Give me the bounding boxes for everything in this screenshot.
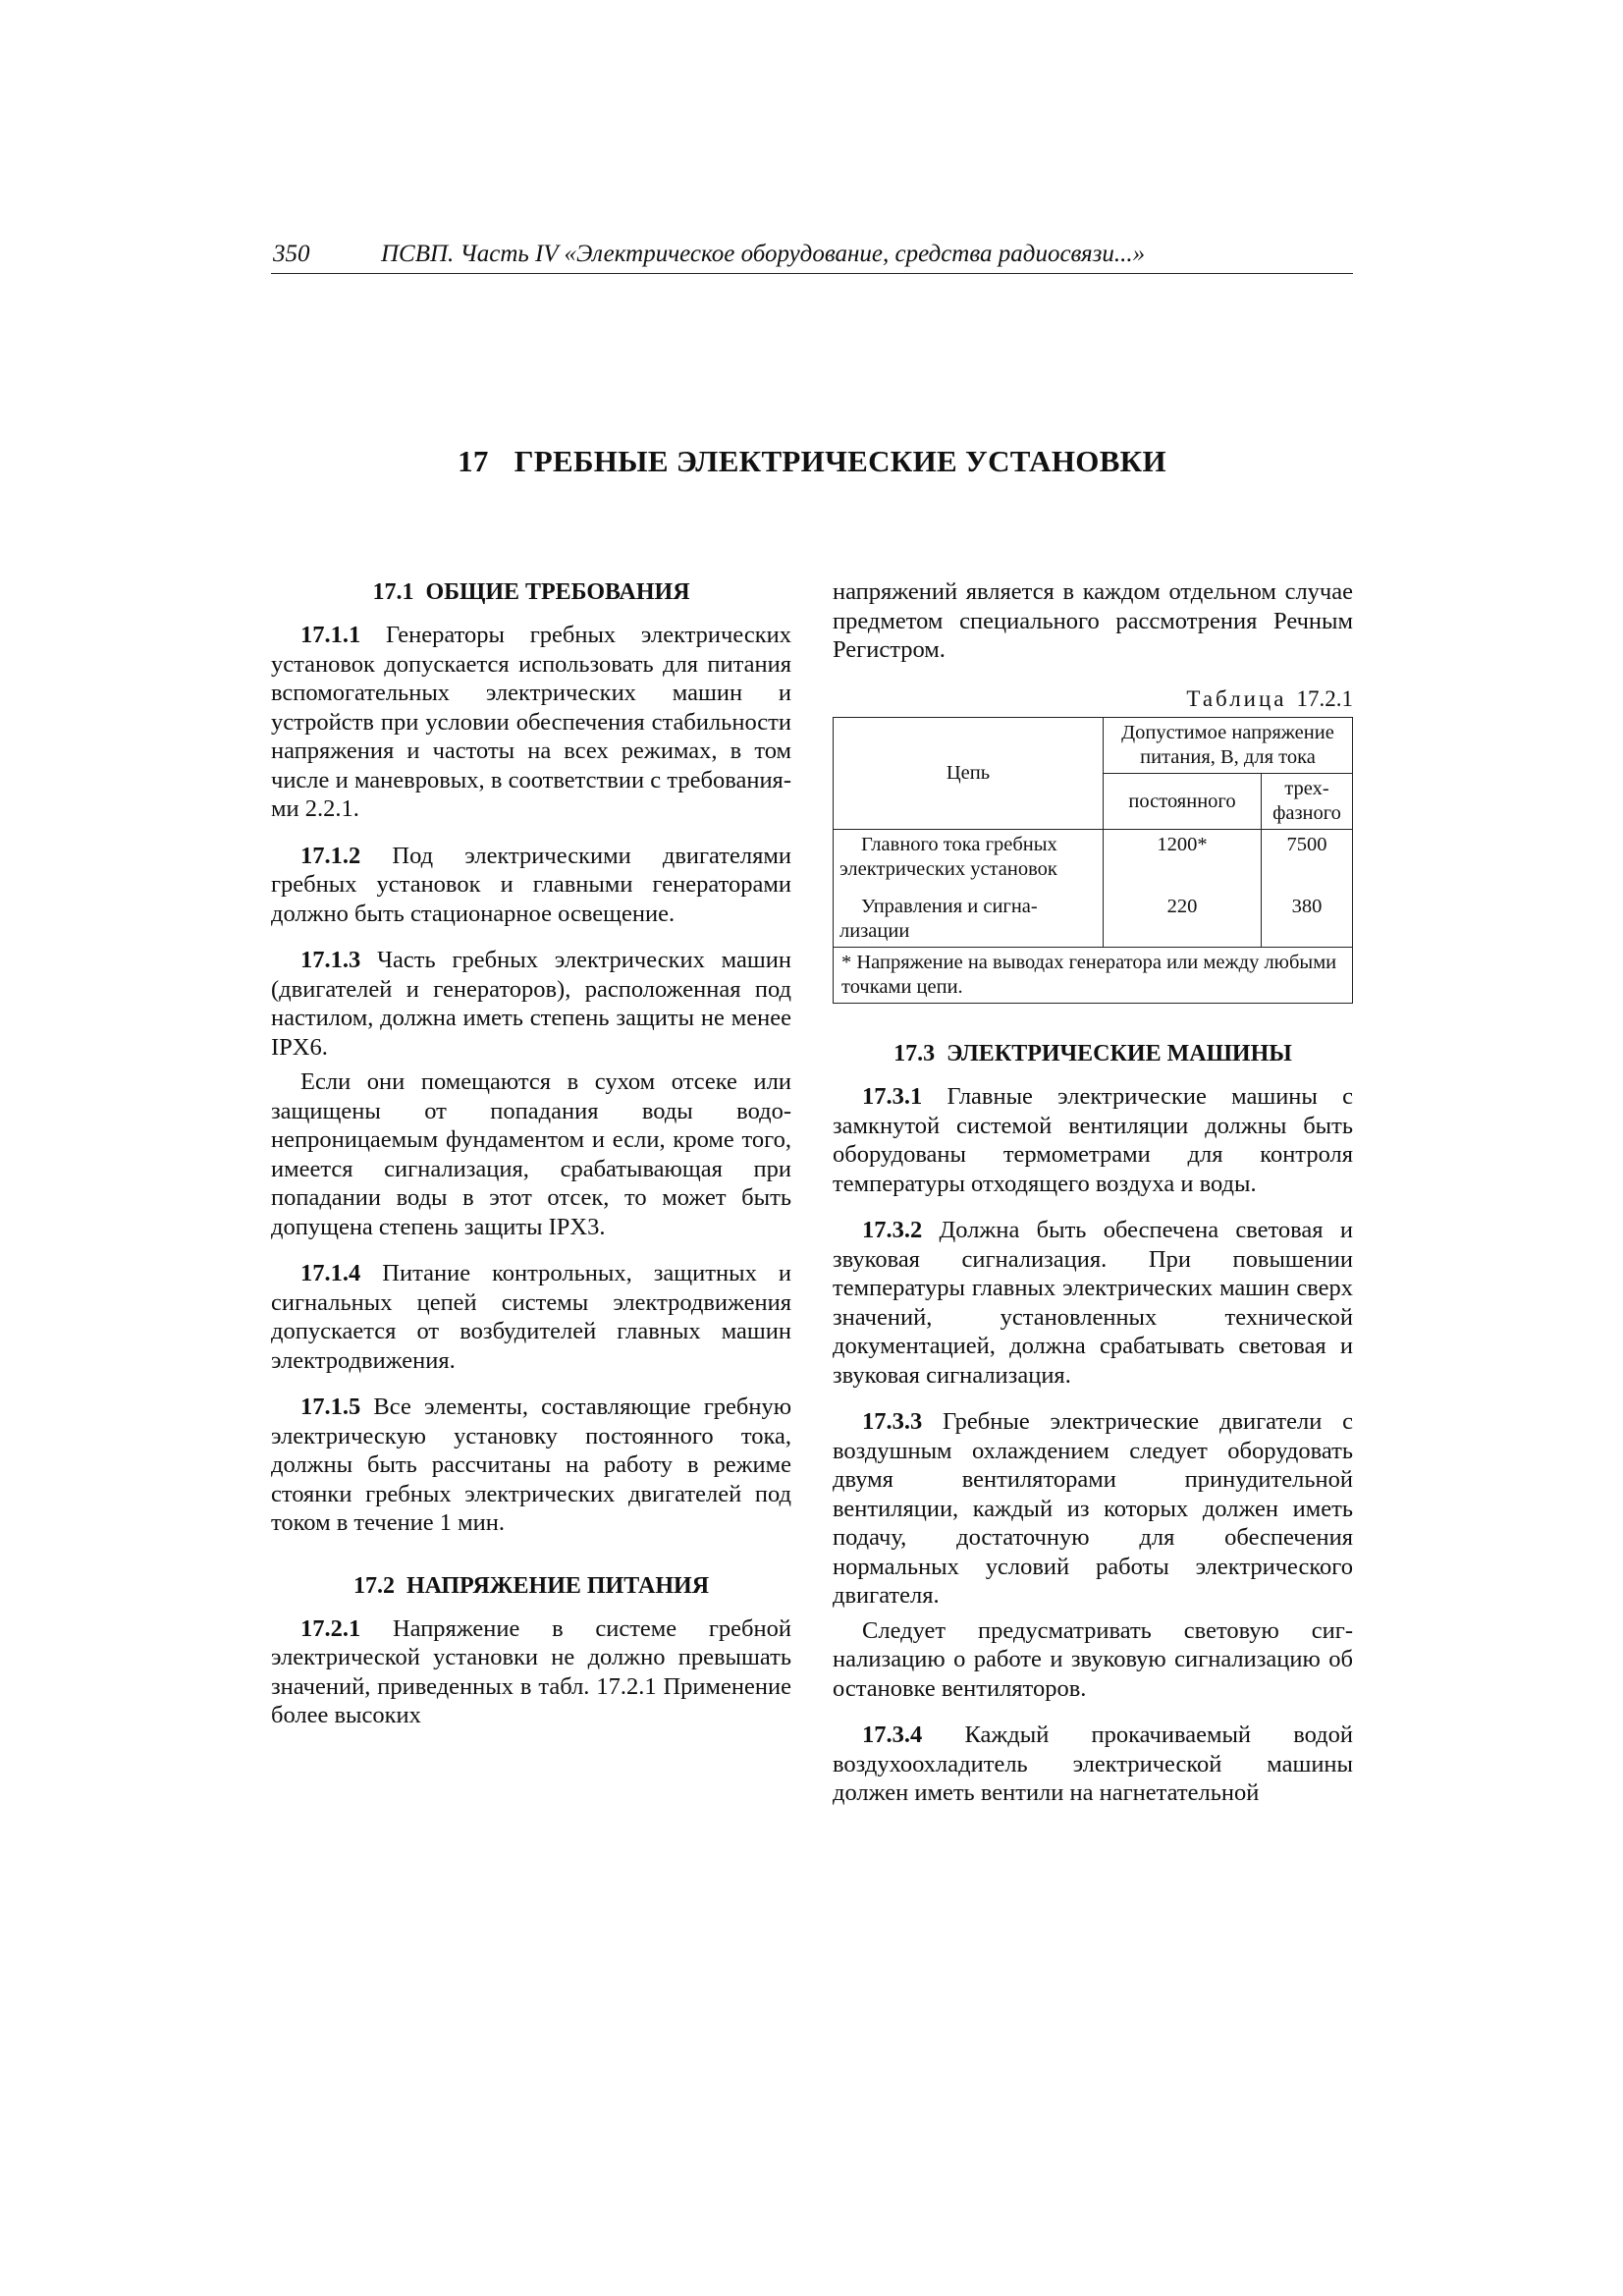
- paragraph-17-1-2: 17.1.2 Под электрическими двигателями гребных установок и главными генераторами должно быть стационарное освещение.: [271, 842, 791, 927]
- table-caption: Таблица 17.2.1: [1186, 685, 1353, 711]
- chapter-number: 17: [458, 444, 489, 478]
- paragraph-17-3-2: 17.3.2 Должна быть обеспечена световая и звуковая сигнализация. При повышении температуры главных электрических машин сверх значений, установленных технической документацией, должна срабатывать световая и звуковая сигнализация.: [833, 1217, 1353, 1389]
- paragraph-17-3-4: 17.3.4 Каждый прокачиваемый водой воздухоохладитель электрической машины должен иметь вентили на нагнетательной: [833, 1722, 1353, 1806]
- voltage-table: [833, 717, 1353, 1004]
- section-heading-17-3: 17.3 ЭЛЕКТРИЧЕСКИЕ МАШИНЫ: [893, 1041, 1292, 1066]
- paragraph-17-3-3: 17.3.3 Гребные электрические двигатели с воздушным охлаждением следует оборудовать двумя вентиляторами принудительной вентиляции, каждый из которых должен иметь подачу, достаточную для обеспечения нормальных условий работы электрического двигателя.: [833, 1408, 1353, 1609]
- paragraph-17-1-3: 17.1.3 Часть гребных электрических машин (двигателей и генераторов), расположенная под настилом, должна иметь степень защиты не менее IPX6.: [271, 947, 791, 1061]
- paragraph-17-2-1-cont: напряжений является в каждом отдельном случае предметом специального рассмотрения Речным Регистром.: [833, 578, 1353, 663]
- running-title: ПСВП. Часть IV «Электрическое оборудование, средства радиосвязи...»: [381, 241, 1146, 267]
- table-footnote: * Напряжение на выводах генератора или между любыми точками цепи.: [834, 948, 1353, 1004]
- chapter-title: [271, 444, 1353, 479]
- col-header-circuit: Цепь: [834, 718, 1104, 830]
- col-header-voltage: Допустимое напряжение питания, В, для тока: [1104, 718, 1353, 774]
- col-header-dc: постоянного: [1104, 774, 1262, 830]
- table-row: Главного тока гребных электрических установок 1200* 7500: [834, 830, 1353, 886]
- page-number: 350: [273, 241, 310, 267]
- paragraph-17-1-3-cont: Если они помещаются в сухом отсеке или защищены от попадания воды водонепроницаемым фундаментом и если, кроме того, имеется сигнализация, срабатывающая при попадании воды в этот отсек, то может быть допущена степень защиты IPX3.: [271, 1068, 791, 1240]
- section-heading-17-1: 17.1 ОБЩИЕ ТРЕБОВАНИЯ: [372, 579, 690, 605]
- section-heading-17-2: 17.2 НАПРЯЖЕНИЕ ПИТАНИЯ: [352, 1572, 710, 1599]
- paragraph-17-3-1: 17.3.1 Главные электрические машины с замкнутой системой вентиляции должны быть оборудованы термометрами для контроля температуры отходящего воздуха и воды.: [833, 1083, 1353, 1197]
- left-column: [271, 577, 791, 1748]
- paragraph-17-1-4: 17.1.4 Питание контрольных, защитных и сигнальных цепей системы электродвижения допускается от возбудителей главных машин электродвижения.: [271, 1260, 791, 1374]
- chapter-title-text: ГРЕБНЫЕ ЭЛЕКТРИЧЕСКИЕ УСТАНОВКИ: [514, 444, 1166, 478]
- table-row: Управления и сигнализации 220 380: [834, 885, 1353, 948]
- paragraph-17-1-5: 17.1.5 Все элементы, составляющие гребную электрическую установку постоянного тока, должны быть рассчитаны на работу в режиме стоянки гребных электрических двигателей под током в течение 1 мин.: [271, 1394, 791, 1536]
- paragraph-17-3-3-cont: Следует предусматривать световую сигнализацию о работе и звуковую сигнализацию об остановке вентиляторов.: [833, 1616, 1353, 1702]
- paragraph-17-1-1: 17.1.1 Генераторы гребных электрических установок допускается использовать для питания вспомогательных электрических машин и устройств при условии обеспечения стабильности напряжения и частоты на всех режимах, в том числе и маневровых, в соответствии с требованиями 2.2.1.: [271, 622, 791, 822]
- paragraph-17-2-1: 17.2.1 Напряжение в системе гребной электрической установки не должно превышать значений, приведенных в табл. 17.2.1 Применение более высоких: [271, 1614, 791, 1728]
- running-header: [271, 238, 1353, 274]
- right-column: [833, 577, 1353, 1826]
- col-header-ac: трехфазного: [1262, 774, 1353, 830]
